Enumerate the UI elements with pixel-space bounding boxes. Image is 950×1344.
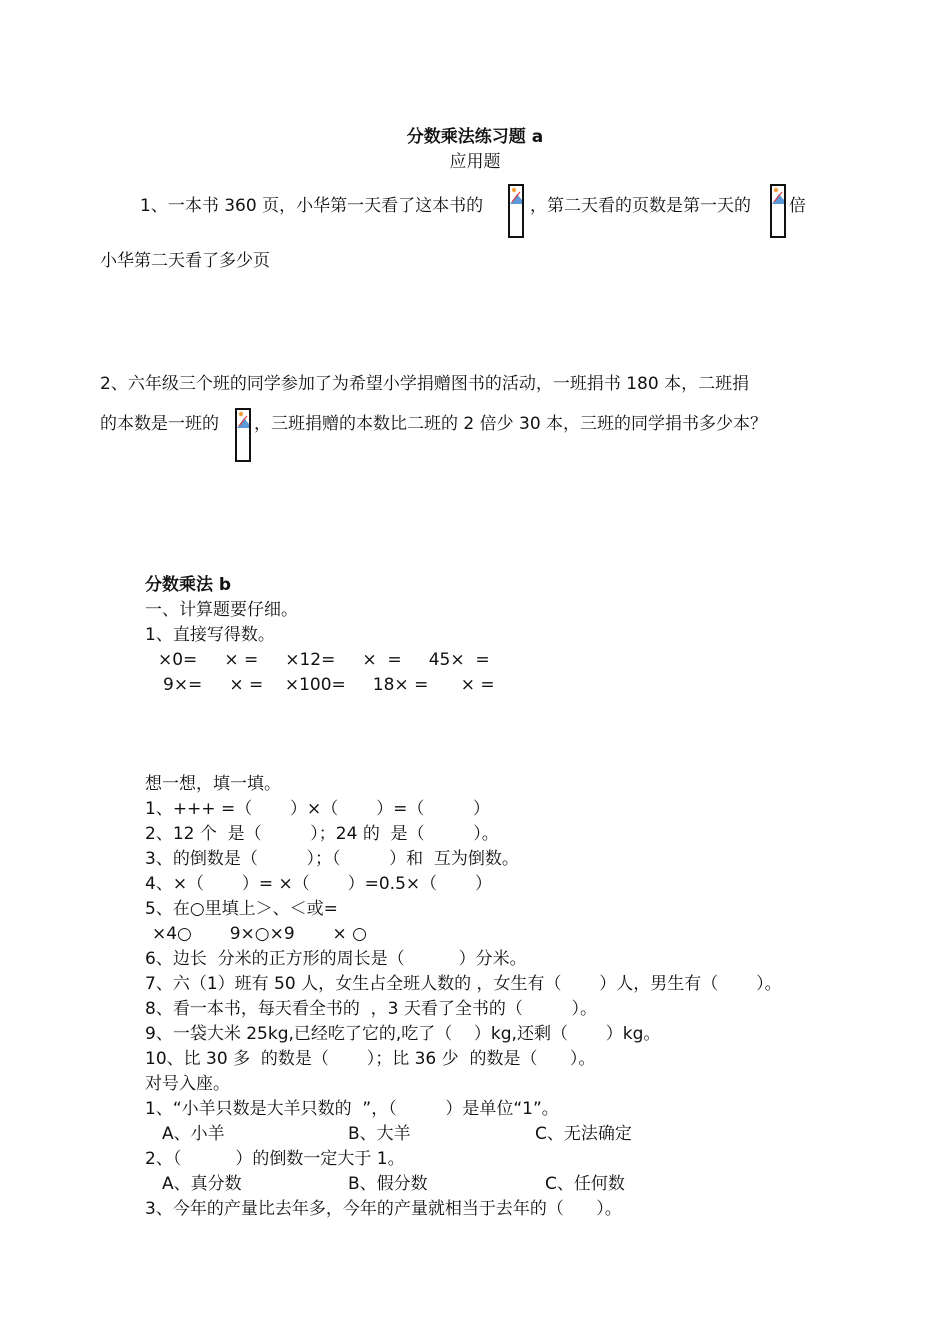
fill-item: 7、六（1）班有 50 人，女生占全班人数的 ，女生有（ ）人，男生有（ ）。: [145, 974, 782, 994]
fill-item: 3、的倒数是（ ）；（ ）和 互为倒数。: [145, 849, 519, 869]
broken-image-icon: [772, 186, 784, 206]
fraction-image-placeholder: [508, 184, 524, 238]
fill-heading: 想一想，填一填。: [145, 774, 281, 794]
calc-row: ×0= × = ×12= × = 45× =: [158, 650, 490, 670]
broken-image-icon: [510, 186, 522, 206]
match-question: 3、今年的产量比去年多，今年的产量就相当于去年的（ ）。: [145, 1199, 622, 1219]
direct-calc-heading: 1、直接写得数。: [145, 625, 275, 645]
q2-text-line1: 2、六年级三个班的同学参加了为希望小学捐赠图书的活动，一班捐书 180 本，二班捐: [100, 374, 750, 394]
fill-item: 4、×（ ）= ×（ ）=0.5×（ ）: [145, 874, 492, 894]
q1-text-part3: 倍: [789, 196, 806, 216]
option-a: A、小羊: [162, 1124, 225, 1144]
option-c: C、任何数: [545, 1174, 625, 1194]
option-b: B、大羊: [348, 1124, 411, 1144]
fill-item: 8、看一本书，每天看全书的 ，3 天看了全书的（ ）。: [145, 999, 597, 1019]
match-question: 2、（ ）的倒数一定大于 1。: [145, 1149, 405, 1169]
match-question: 1、“小羊只数是大羊只数的 ”，（ ）是单位“1”。: [145, 1099, 559, 1119]
fill-item: 5、在○里填上＞、＜或=: [145, 899, 338, 919]
calc-row: 9×= × = ×100= 18× = × =: [163, 675, 495, 695]
broken-image-icon: [237, 410, 249, 430]
subtitle-a: 应用题: [449, 152, 501, 172]
q2-text-part1: 的本数是一班的: [100, 414, 219, 434]
match-heading: 对号入座。: [145, 1074, 230, 1094]
option-c: C、无法确定: [535, 1124, 632, 1144]
q1-question: 小华第二天看了多少页: [100, 251, 270, 271]
section-heading: 一、计算题要仔细。: [145, 600, 298, 620]
fill-item: ×4○ 9×○×9 × ○: [152, 924, 367, 944]
fill-item: 9、一袋大米 25kg,已经吃了它的,吃了（ ）kg,还剩（ ）kg。: [145, 1024, 661, 1044]
fill-item: 1、+++ =（ ）×（ ）=（ ）: [145, 799, 490, 819]
option-a: A、真分数: [162, 1174, 242, 1194]
title-a: 分数乘法练习题 a: [406, 127, 544, 147]
fraction-image-placeholder: [235, 408, 251, 462]
q2-text-part2: ，三班捐赠的本数比二班的 2 倍少 30 本，三班的同学捐书多少本？: [254, 414, 768, 434]
q1-text-part2: ，第二天看的页数是第一天的: [530, 196, 751, 216]
fill-item: 2、12 个 是（ ）；24 的 是（ ）。: [145, 824, 499, 844]
option-b: B、假分数: [348, 1174, 428, 1194]
fill-item: 6、边长 分米的正方形的周长是（ ）分米。: [145, 949, 527, 969]
q1-text-part1: 1、一本书 360 页，小华第一天看了这本书的: [140, 196, 484, 216]
title-b: 分数乘法 b: [145, 575, 232, 595]
fraction-image-placeholder: [770, 184, 786, 238]
fill-item: 10、比 30 多 的数是（ ）；比 36 少 的数是（ ）。: [145, 1049, 596, 1069]
